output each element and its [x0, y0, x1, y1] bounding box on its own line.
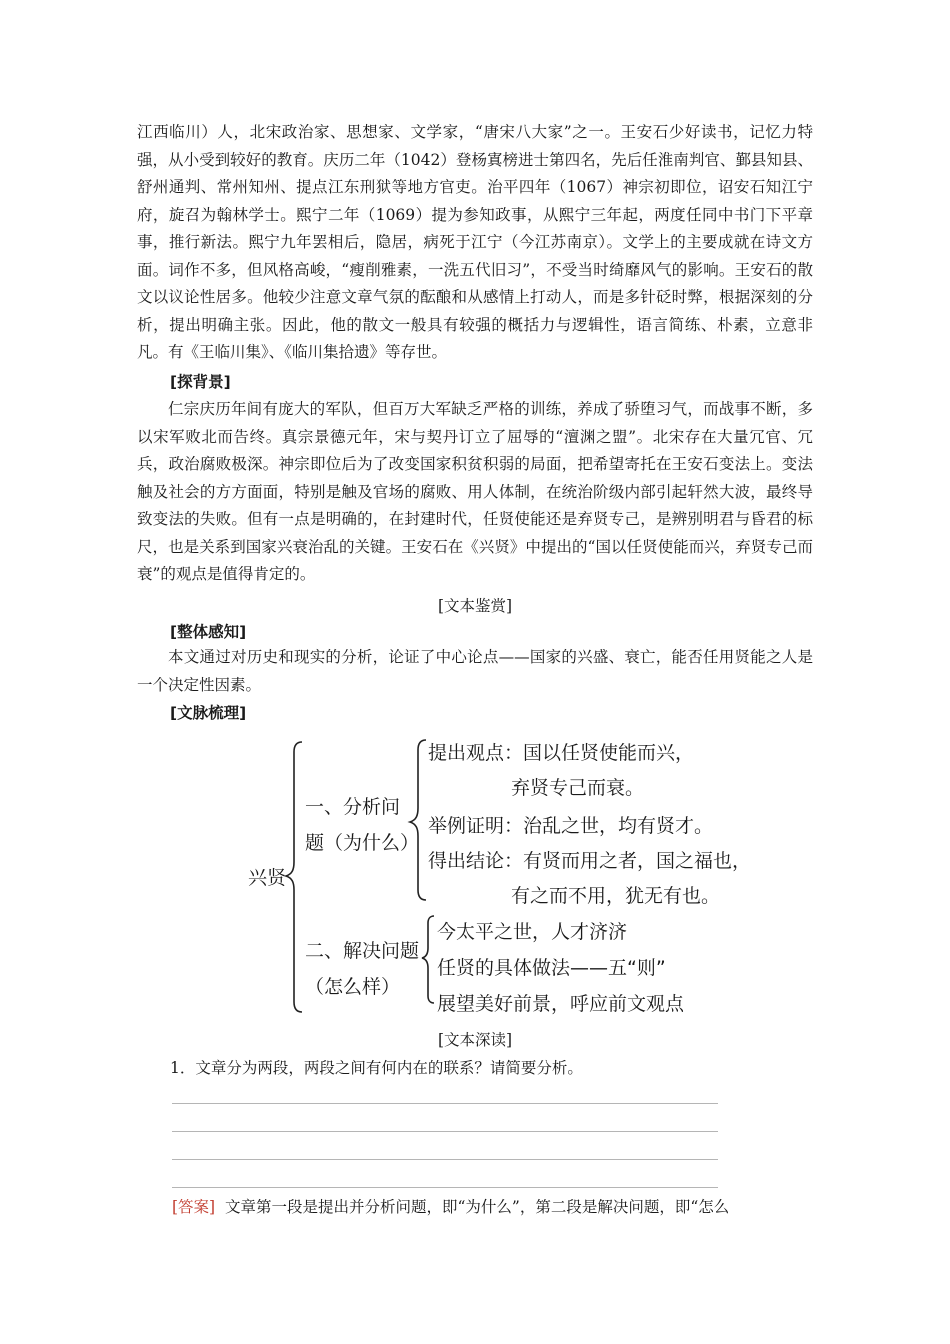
- part2-brace: [422, 916, 434, 1003]
- root-brace: [286, 742, 302, 1012]
- intro-paragraph: 江西临川）人，北宋政治家、思想家、文学家，“唐宋八大家”之一。王安石少好读书，记忆力特强，从小受到较好的教育。庆历二年（1042）登杨寘榜进士第四名，先后任淮南判官、鄞县知县、舒州通判、常州知州、提点江东刑狱等地方官吏。治平四年（1067）神宗初即位，诏安石知江宁府，旋召为翰林学士。熙宁二年（1069）提为参知政事，从熙宁三年起，两度任同中书门下平章事，推行新法。熙宁九年罢相后，隐居，病死于江宁（今江苏南京）。文学上的主要成就在诗文方面。词作不多，但风格高峻，“瘦削雅素，一洗五代旧习”，不受当时绮靡风气的影响。王安石的散文以议论性居多。他较少注意文章气氛的酝酿和从感情上打动人，而是多针砭时弊，根据深刻的分析，提出明确主张。因此，他的散文一般具有较强的概括力与逻辑性，语言简练、朴素，立意非凡。有《王临川集》、《临川集拾遗》等存世。: [137, 123, 813, 361]
- part1-item-conclusion: 得出结论：有贤而用之者，国之福也，: [428, 850, 752, 872]
- part2-title-line2: （怎么样）: [305, 976, 401, 998]
- part1-item-conclusion-cont: 有之而不用，犹无有也。: [511, 885, 721, 907]
- part2-item1: 今太平之世，人才济济: [437, 921, 628, 943]
- text-appreciation-heading: [文本鉴赏]: [437, 597, 513, 615]
- part1-item-viewpoint: 提出观点：国以任贤使能而兴，: [428, 742, 695, 764]
- background-paragraph: 仁宗庆历年间有庞大的军队，但百万大军缺乏严格的训练，养成了骄堕习气，而战事不断，多以宋军败北而告终。真宗景德元年，宋与契丹订立了屈辱的“澶渊之盟”。北宋存在大量冗官、冗兵，政治腐败极深。神宗即位后为了改变国家积贫积弱的局面，把希望寄托在王安石变法上。变法触及社会的方方面面，特别是触及官场的腐败、用人体制，在统治阶级内部引起轩然大波，最终导致变法的失败。但有一点是明确的，在封建时代，任贤使能还是弃贤专己，是辨别明君与昏君的标尺，也是关系到国家兴衰治乱的关键。王安石在《兴贤》中提出的“国以任贤使能而兴，弃贤专己而衰”的观点是值得肯定的。: [137, 400, 813, 583]
- answer-text: 文章第一段是提出并分析问题，即“为什么”，第二段是解决问题，即“怎么: [224, 1198, 730, 1216]
- part2-title-line1: 二、解决问题: [305, 940, 420, 962]
- structure-tag: [文脉梳理]: [170, 704, 247, 722]
- question-1: 1．文章分为两段，两段之间有何内在的联系？请简要分析。: [170, 1059, 583, 1077]
- overall-tag: [整体感知]: [170, 623, 247, 641]
- part1-brace: [410, 740, 426, 900]
- part2-item2: 任贤的具体做法——五“则”: [437, 957, 666, 979]
- answer-line-4: [172, 1187, 718, 1188]
- text-deep-reading-heading: [文本深读]: [437, 1031, 513, 1049]
- structure-root: 兴贤: [248, 867, 287, 889]
- background-tag: [探背景]: [170, 373, 231, 391]
- answer-line-2: [172, 1131, 718, 1132]
- part2-item3: 展望美好前景，呼应前文观点: [437, 993, 685, 1015]
- answer-paragraph: [172, 1194, 817, 1222]
- part1-title-line2: 题（为什么）: [305, 832, 420, 854]
- part1-item-viewpoint-cont: 弃贤专己而衰。: [511, 777, 645, 799]
- part1-title-line1: 一、分析问: [305, 796, 401, 818]
- answer-line-1: [172, 1103, 718, 1104]
- answer-label: [答案]: [172, 1198, 216, 1216]
- overall-paragraph: 本文通过对历史和现实的分析，论证了中心论点——国家的兴盛、衰亡，能否任用贤能之人是一个决定性因素。: [137, 648, 813, 694]
- part1-item-examples: 举例证明：治乱之世，均有贤才。: [428, 815, 714, 837]
- answer-line-3: [172, 1159, 718, 1160]
